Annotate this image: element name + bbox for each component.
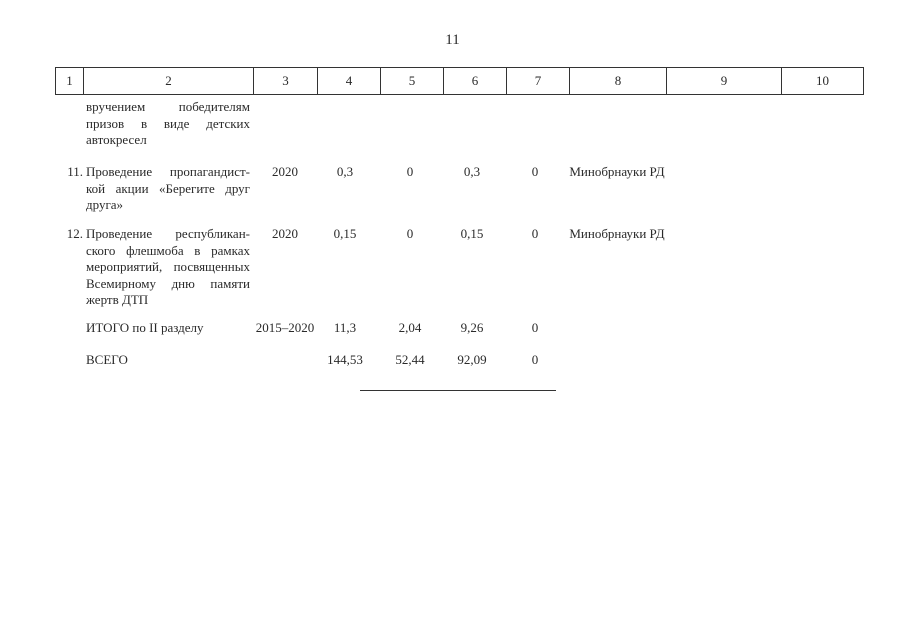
- row-executor: Минобрнауки РД: [569, 226, 665, 241]
- row-total: 11,3: [333, 320, 357, 335]
- header-col-1: 1: [56, 68, 84, 95]
- row-description: ВСЕГО: [86, 352, 128, 367]
- header-col-8: 8: [570, 68, 667, 95]
- row-col5: 2,04: [398, 320, 422, 335]
- header-col-7: 7: [507, 68, 570, 95]
- column-number-header: [55, 67, 864, 95]
- row-total: 0,15: [333, 226, 357, 241]
- row-number: 11.: [67, 164, 83, 179]
- header-col-3: 3: [254, 68, 318, 95]
- row-col7: 0: [531, 352, 539, 367]
- row-col6: 92,09: [457, 352, 487, 367]
- row-executor: Минобрнауки РД: [569, 164, 665, 179]
- row-total: 144,53: [327, 352, 363, 367]
- row-description: Проведение пропагандист-кой акции «Берегите друг друга»: [86, 164, 250, 212]
- end-rule: [360, 390, 556, 391]
- header-col-10: 10: [782, 68, 864, 95]
- row-total: 0,3: [336, 164, 354, 179]
- header-col-5: 5: [381, 68, 444, 95]
- page-number: 11: [445, 32, 460, 48]
- row-col6: 9,26: [460, 320, 484, 335]
- header-col-9: 9: [667, 68, 782, 95]
- row-col7: 0: [531, 164, 539, 179]
- row-description: Проведение республикан-ского флешмоба в рамках мероприятий, посвященных Всемирному дню памяти жертв ДТП: [86, 226, 250, 307]
- row-col5: 0: [406, 164, 414, 179]
- row-number: 12.: [66, 226, 83, 241]
- row-col7: 0: [531, 320, 539, 335]
- row-col7: 0: [531, 226, 539, 241]
- header-col-6: 6: [444, 68, 507, 95]
- header-col-4: 4: [318, 68, 381, 95]
- row-col5: 0: [406, 226, 414, 241]
- header-col-2: 2: [84, 68, 254, 95]
- row-description: ИТОГО по II разделу: [86, 320, 204, 335]
- row-col5: 52,44: [395, 352, 425, 367]
- row-years: 2020: [272, 164, 298, 179]
- row-years: 2015–2020: [255, 320, 315, 335]
- row-col6: 0,15: [460, 226, 484, 241]
- row-description: вручением победителям призов в виде детских автокресел: [86, 99, 250, 147]
- row-col6: 0,3: [463, 164, 481, 179]
- row-years: 2020: [272, 226, 298, 241]
